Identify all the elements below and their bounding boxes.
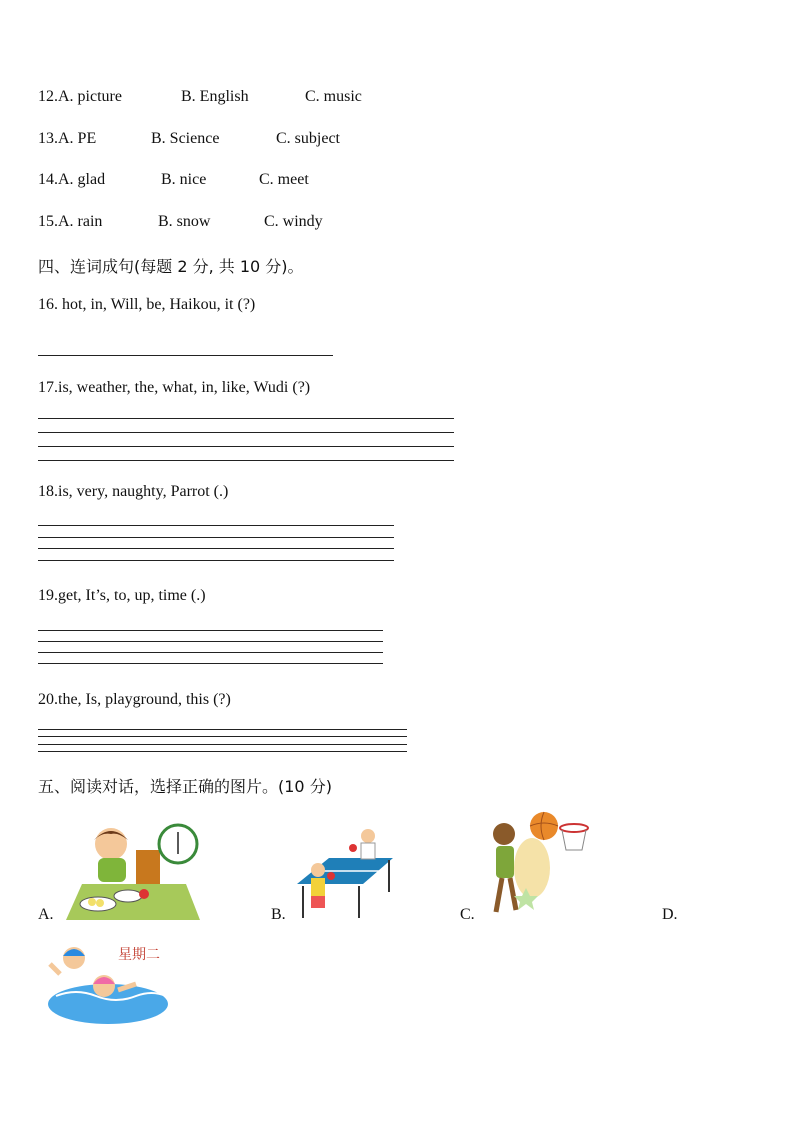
question-number: 13. [38, 130, 58, 147]
option-b-label: B. [271, 906, 286, 923]
answer-line[interactable] [38, 418, 454, 419]
question-16: 16. hot, in, Will, be, Haikou, it (?) [38, 296, 256, 313]
answer-line[interactable] [38, 744, 407, 745]
answer-line[interactable] [38, 446, 454, 447]
option-b: B. nice [161, 171, 207, 188]
option-c-label: C. [460, 906, 475, 923]
question-number: 12. [38, 88, 58, 105]
answer-line[interactable] [38, 751, 407, 752]
question-12 [38, 88, 122, 106]
answer-line[interactable] [38, 432, 454, 433]
option-a-label: A. [38, 906, 54, 923]
answer-line[interactable] [38, 525, 394, 526]
option-a: A. PE [58, 130, 97, 147]
eating-boy-picture[interactable] [66, 822, 204, 922]
answer-line[interactable] [38, 663, 383, 664]
answer-line[interactable] [38, 641, 383, 642]
answer-line[interactable] [38, 652, 383, 653]
option-b: B. snow [158, 213, 211, 230]
question-20: 20.the, Is, playground, this (?) [38, 691, 231, 708]
section-4-title: 四、连词成句(每题 2 分, 共 10 分)。 [38, 257, 304, 276]
answer-line[interactable] [38, 460, 454, 461]
day-caption: 星期二 [118, 947, 160, 963]
question-13 [38, 130, 96, 148]
option-c: C. music [305, 88, 362, 105]
option-d-label: D. [662, 906, 678, 923]
question-17: 17.is, weather, the, what, in, like, Wudi (?) [38, 379, 311, 396]
answer-line[interactable] [38, 729, 407, 730]
option-c: C. windy [264, 213, 323, 230]
table-tennis-picture[interactable] [293, 826, 397, 922]
option-a: A. glad [58, 171, 106, 188]
answer-line[interactable] [38, 537, 394, 538]
option-b: B. Science [151, 130, 220, 147]
option-c: C. meet [259, 171, 309, 188]
option-c: C. subject [276, 130, 340, 147]
answer-line[interactable] [38, 736, 407, 737]
basketball-picture[interactable] [482, 808, 596, 922]
question-15 [38, 213, 102, 231]
question-14 [38, 171, 105, 189]
question-number: 15. [38, 213, 58, 230]
option-a: A. picture [58, 88, 122, 105]
option-a: A. rain [58, 213, 103, 230]
option-b: B. English [181, 88, 249, 105]
answer-line[interactable] [38, 630, 383, 631]
answer-line[interactable] [38, 560, 394, 561]
question-19: 19.get, It’s, to, up, time (.) [38, 587, 206, 604]
question-number: 14. [38, 171, 58, 188]
section-5-title: 五、阅读对话，选择正确的图片。(10 分) [38, 777, 332, 796]
question-18: 18.is, very, naughty, Parrot (.) [38, 483, 229, 500]
answer-line[interactable] [38, 548, 394, 549]
answer-line[interactable] [38, 355, 333, 356]
